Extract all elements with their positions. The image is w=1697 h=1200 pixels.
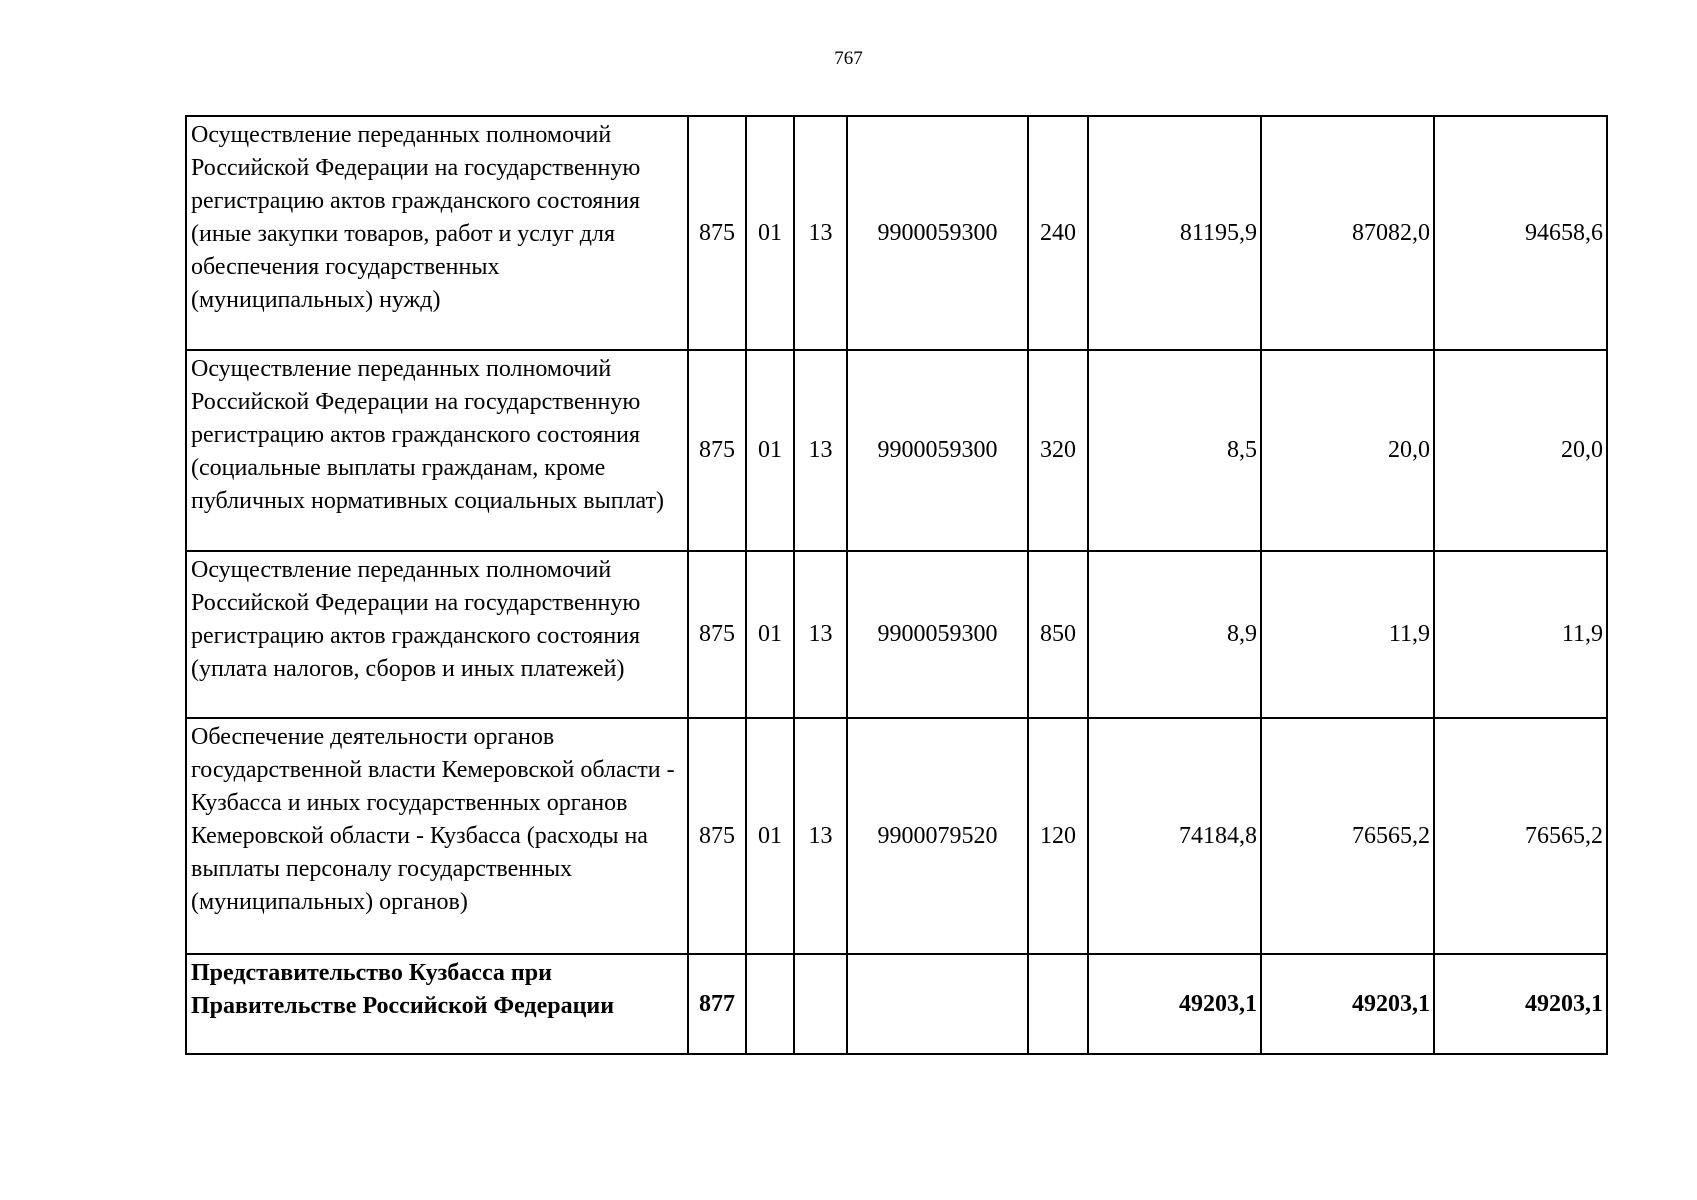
amount-2-cell: 76565,2 [1261,718,1434,954]
row-name-cell: Осуществление переданных полномочий Российской Федерации на государственную регистрацию актов гражданского состояния (социальные выплаты гражданам, кроме публичных нормативных социальных выплат) [186,350,688,551]
budget-table [185,115,1608,1055]
amount-2-cell: 49203,1 [1261,954,1434,1054]
amount-3-cell: 11,9 [1434,551,1607,718]
table-row [186,551,1607,718]
row-name-cell: Обеспечение деятельности органов государственной власти Кемеровской области - Кузбасса и иных государственных органов Кемеровской области - Кузбасса (расходы на выплаты персоналу государственных (муниципальных) органов) [186,718,688,954]
target-article-cell: 9900059300 [847,551,1028,718]
section-cell [746,954,794,1054]
subsection-cell: 13 [794,551,847,718]
section-cell: 01 [746,350,794,551]
target-article-cell [847,954,1028,1054]
target-article-cell: 9900059300 [847,350,1028,551]
target-article-cell: 9900079520 [847,718,1028,954]
row-name-cell: Представительство Кузбасса при Правительстве Российской Федерации [186,954,688,1054]
subsection-cell: 13 [794,116,847,350]
subsection-cell: 13 [794,350,847,551]
table-row [186,350,1607,551]
expense-type-cell [1028,954,1088,1054]
row-name-cell: Осуществление переданных полномочий Российской Федерации на государственную регистрацию актов гражданского состояния (иные закупки товаров, работ и услуг для обеспечения государственных (муниципальных) нужд) [186,116,688,350]
amount-3-cell: 49203,1 [1434,954,1607,1054]
ministry-code-cell: 875 [688,551,746,718]
row-name-cell: Осуществление переданных полномочий Российской Федерации на государственную регистрацию актов гражданского состояния (уплата налогов, сборов и иных платежей) [186,551,688,718]
ministry-code-cell: 875 [688,116,746,350]
ministry-code-cell: 875 [688,350,746,551]
section-cell: 01 [746,718,794,954]
ministry-code-cell: 875 [688,718,746,954]
expense-type-cell: 320 [1028,350,1088,551]
page-number: 767 [834,48,863,69]
section-cell: 01 [746,116,794,350]
target-article-cell: 9900059300 [847,116,1028,350]
amount-1-cell: 49203,1 [1088,954,1261,1054]
expense-type-cell: 850 [1028,551,1088,718]
amount-1-cell: 74184,8 [1088,718,1261,954]
subsection-cell [794,954,847,1054]
ministry-code-cell: 877 [688,954,746,1054]
table-row [186,116,1607,350]
table-row [186,718,1607,954]
amount-1-cell: 81195,9 [1088,116,1261,350]
amount-3-cell: 20,0 [1434,350,1607,551]
amount-2-cell: 87082,0 [1261,116,1434,350]
amount-2-cell: 20,0 [1261,350,1434,551]
section-cell: 01 [746,551,794,718]
budget-table-body [186,116,1607,1054]
amount-1-cell: 8,9 [1088,551,1261,718]
amount-2-cell: 11,9 [1261,551,1434,718]
subsection-cell: 13 [794,718,847,954]
expense-type-cell: 120 [1028,718,1088,954]
expense-type-cell: 240 [1028,116,1088,350]
amount-1-cell: 8,5 [1088,350,1261,551]
amount-3-cell: 94658,6 [1434,116,1607,350]
table-row-total [186,954,1607,1054]
amount-3-cell: 76565,2 [1434,718,1607,954]
